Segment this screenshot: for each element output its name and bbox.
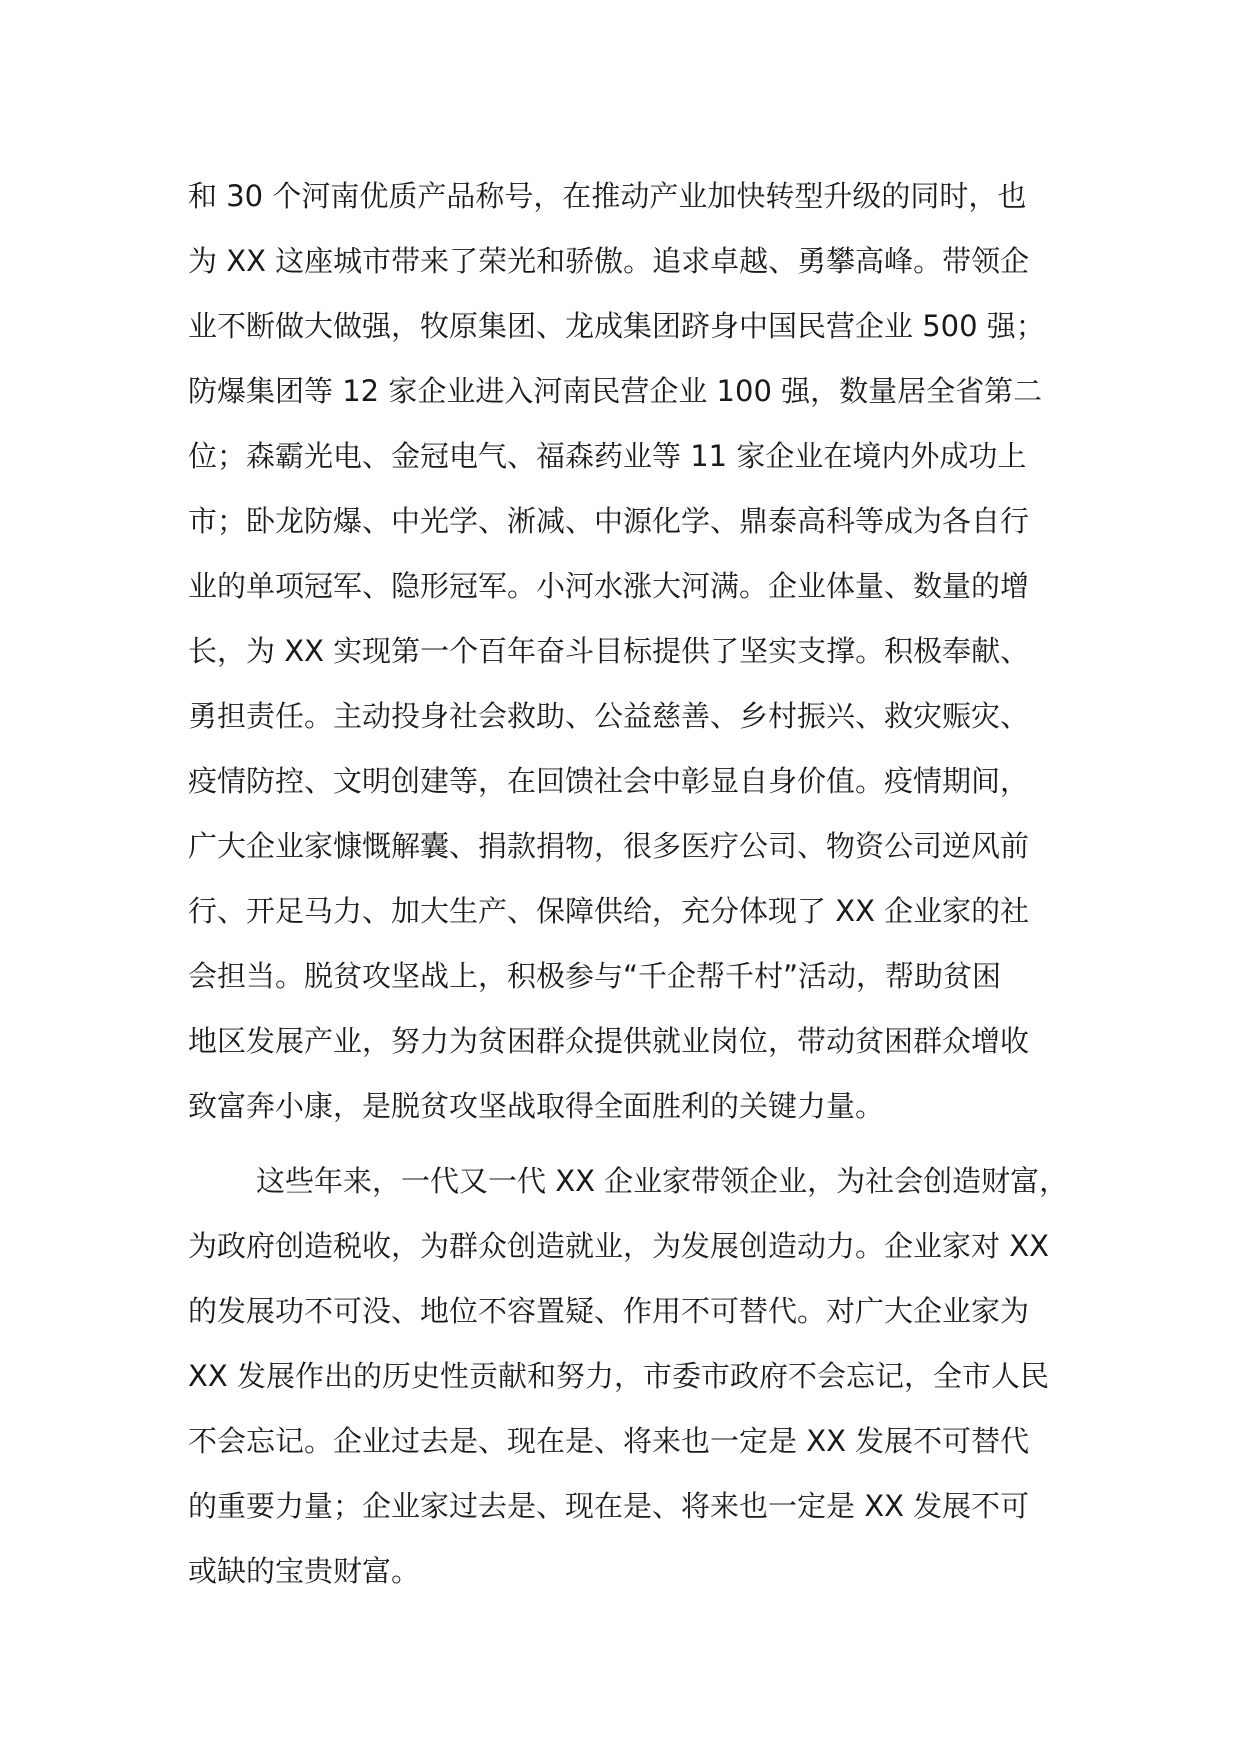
text-line: 的重要力量；企业家过去是、现在是、将来也一定是 XX 发展不可 [188, 1489, 1030, 1523]
text-line: 和 30 个河南优质产品称号，在推动产业加快转型升级的同时，也 [188, 179, 1027, 213]
text-line: 为政府创造税收，为群众创造就业，为发展创造动力。企业家对 XX [188, 1229, 1049, 1263]
text-line: 防爆集团等 12 家企业进入河南民营企业 100 强，数量居全省第二 [188, 374, 1043, 408]
text-line: 或缺的宝贵财富。 [188, 1554, 421, 1588]
text-line: 业的单项冠军、隐形冠军。小河水涨大河满。企业体量、数量的增 [188, 569, 1030, 603]
paragraph-1 [188, 164, 1068, 1139]
text-line: 的发展功不可没、地位不容置疑、作用不可替代。对广大企业家为 [188, 1294, 1030, 1328]
text-line: 位；森霸光电、金冠电气、福森药业等 11 家企业在境内外成功上 [188, 439, 1027, 473]
paragraph-2 [188, 1149, 1068, 1604]
text-line: 地区发展产业，努力为贫困群众提供就业岗位，带动贫困群众增收 [188, 1024, 1030, 1058]
text-line: 会担当。脱贫攻坚战上，积极参与“千企帮千村”活动，帮助贫困 [188, 959, 1002, 993]
text-line: 市；卧龙防爆、中光学、淅减、中源化学、鼎泰高科等成为各自行 [188, 504, 1030, 538]
text-line: 勇担责任。主动投身社会救助、公益慈善、乡村振兴、救灾赈灾、 [188, 699, 1030, 733]
text-line: 长，为 XX 实现第一个百年奋斗目标提供了坚实支撑。积极奉献、 [188, 634, 1030, 668]
text-line: 广大企业家慷慨解囊、捐款捐物，很多医疗公司、物资公司逆风前 [188, 829, 1030, 863]
text-line: 行、开足马力、加大生产、保障供给，充分体现了 XX 企业家的社 [188, 894, 1030, 928]
text-line: XX 发展作出的历史性贡献和努力，市委市政府不会忘记，全市人民 [188, 1359, 1049, 1393]
text-line: 为 XX 这座城市带来了荣光和骄傲。追求卓越、勇攀高峰。带领企 [188, 244, 1030, 278]
text-line: 业不断做大做强，牧原集团、龙成集团跻身中国民营企业 500 强； [188, 309, 1045, 343]
text-line: 疫情防控、文明创建等，在回馈社会中彰显自身价值。疫情期间， [188, 764, 1030, 798]
text-line: 不会忘记。企业过去是、现在是、将来也一定是 XX 发展不可替代 [188, 1424, 1030, 1458]
text-line: 致富奔小康，是脱贫攻坚战取得全面胜利的关键力量。 [188, 1089, 885, 1123]
text-line: 这些年来，一代又一代 XX 企业家带领企业，为社会创造财富， [256, 1164, 1069, 1198]
